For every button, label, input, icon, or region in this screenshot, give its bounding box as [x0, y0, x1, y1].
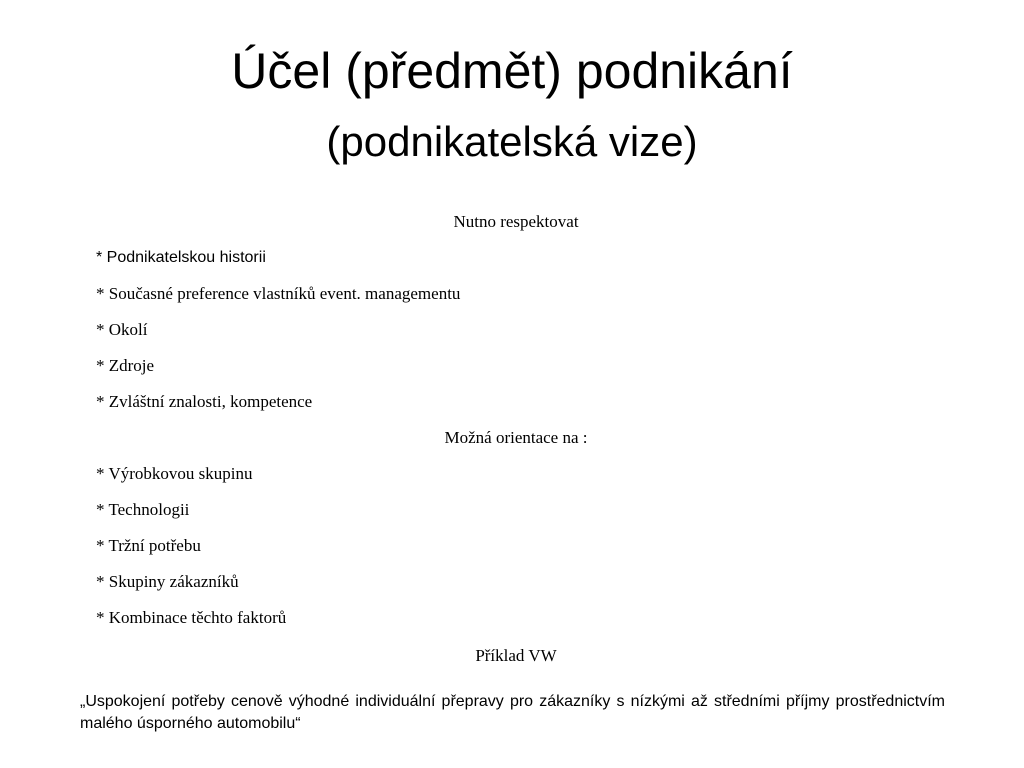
example-quote: „Uspokojení potřeby cenově výhodné individuální přepravy pro zákazníky s nízkými až středními příjmy prostřednictvím malého úsporného automobilu“	[80, 693, 945, 732]
list-item-combination: * Kombinace těchto faktorů	[96, 608, 287, 627]
list-item-product-group: * Výrobkovou skupinu	[96, 464, 253, 483]
list-item-resources: * Zdroje	[96, 356, 155, 375]
list-item-market-need: * Tržní potřebu	[96, 536, 201, 555]
section-heading-orientation: Možná orientace na :	[444, 428, 588, 447]
slide-subtitle: (podnikatelská vize)	[326, 118, 698, 165]
list-item-surroundings: * Okolí	[96, 320, 148, 339]
section-heading-example: Příklad VW	[475, 646, 557, 665]
list-item-preferences: * Současné preference vlastníků event. managementu	[96, 284, 461, 303]
slide-title: Účel (předmět) podnikání	[231, 43, 793, 99]
section-heading-respect: Nutno respektovat	[453, 212, 579, 231]
list-item-customer-groups: * Skupiny zákazníků	[96, 572, 239, 591]
list-item-history: * Podnikatelskou historii	[96, 249, 266, 266]
list-item-technology: * Technologii	[96, 500, 190, 519]
list-item-competences: * Zvláštní znalosti, kompetence	[96, 392, 313, 411]
